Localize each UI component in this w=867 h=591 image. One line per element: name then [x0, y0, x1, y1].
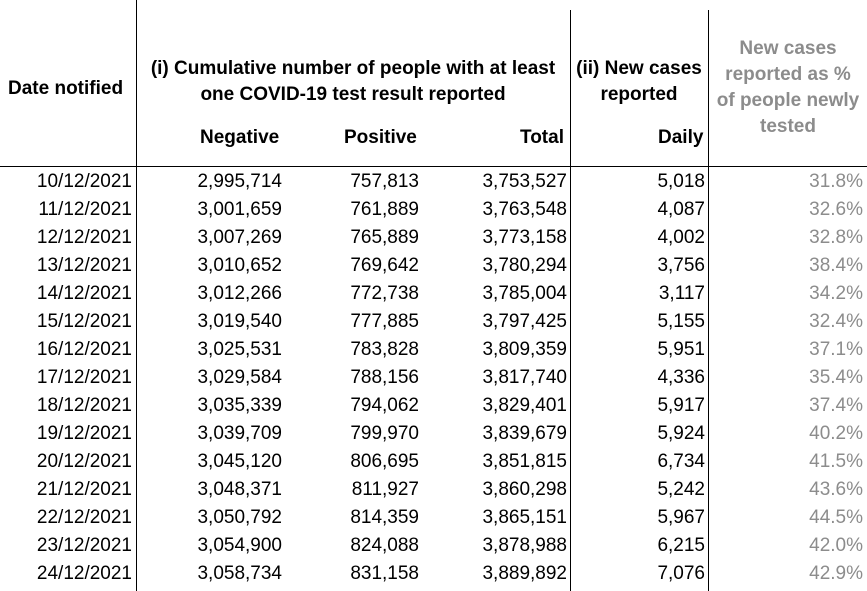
- table-row: [0, 280, 867, 308]
- cell-pct: 42.0%: [809, 535, 863, 556]
- cell-pct: 31.8%: [809, 171, 863, 192]
- header-pct-line4: tested: [760, 116, 816, 137]
- table-row: [0, 336, 867, 364]
- cell-pct: 41.5%: [809, 451, 863, 472]
- table-row: [0, 532, 867, 560]
- cell-negative: 3,025,531: [197, 339, 282, 360]
- cell-total: 3,865,151: [482, 507, 567, 528]
- cell-total: 3,889,892: [482, 563, 567, 584]
- header-pct-line1: New cases: [739, 38, 837, 59]
- header-pct-new-cases: [709, 36, 867, 140]
- table-row: [0, 308, 867, 336]
- cell-daily: 4,087: [657, 199, 705, 220]
- cell-daily: 6,215: [657, 535, 705, 556]
- cell-positive: 831,158: [350, 563, 419, 584]
- cell-positive: 757,813: [350, 171, 419, 192]
- cell-total: 3,763,548: [482, 199, 567, 220]
- cell-negative: 3,039,709: [197, 423, 282, 444]
- cell-negative: 2,995,714: [197, 171, 282, 192]
- cell-negative: 3,045,120: [197, 451, 282, 472]
- table-row: [0, 448, 867, 476]
- table-body: [0, 168, 867, 588]
- cell-date: 21/12/2021: [36, 479, 132, 500]
- cell-date: 24/12/2021: [36, 563, 132, 584]
- cell-pct: 38.4%: [809, 255, 863, 276]
- cell-daily: 5,967: [657, 507, 705, 528]
- cell-total: 3,780,294: [482, 255, 567, 276]
- cell-pct: 35.4%: [809, 367, 863, 388]
- table-row: [0, 252, 867, 280]
- cell-daily: 5,018: [657, 171, 705, 192]
- cell-negative: 3,048,371: [197, 479, 282, 500]
- cell-pct: 37.1%: [809, 339, 863, 360]
- table-row: [0, 420, 867, 448]
- cell-total: 3,753,527: [482, 171, 567, 192]
- cell-negative: 3,058,734: [197, 563, 282, 584]
- cell-date: 15/12/2021: [36, 311, 132, 332]
- cell-daily: 5,924: [657, 423, 705, 444]
- header-new-cases-line2: reported: [600, 84, 678, 105]
- header-positive: Positive: [344, 127, 417, 148]
- cell-date: 17/12/2021: [36, 367, 132, 388]
- header-date-notified: Date notified: [8, 78, 124, 99]
- cell-date: 12/12/2021: [36, 227, 132, 248]
- cell-total: 3,809,359: [482, 339, 567, 360]
- cell-daily: 5,951: [657, 339, 705, 360]
- cell-daily: 3,117: [658, 283, 705, 304]
- cell-total: 3,878,988: [482, 535, 567, 556]
- header-negative: Negative: [200, 127, 280, 148]
- cell-date: 10/12/2021: [36, 171, 132, 192]
- cell-daily: 4,336: [657, 367, 705, 388]
- cell-pct: 34.2%: [809, 283, 863, 304]
- cell-positive: 761,889: [350, 199, 419, 220]
- cell-daily: 3,756: [657, 255, 705, 276]
- table-row: [0, 364, 867, 392]
- cell-daily: 5,155: [657, 311, 705, 332]
- table-row: [0, 392, 867, 420]
- cell-pct: 44.5%: [809, 507, 863, 528]
- cell-positive: 799,970: [350, 423, 419, 444]
- cell-pct: 32.4%: [809, 311, 863, 332]
- cell-pct: 42.9%: [809, 563, 863, 584]
- table-row: [0, 196, 867, 224]
- cell-total: 3,817,740: [482, 367, 567, 388]
- cell-positive: 811,927: [351, 479, 419, 500]
- cell-positive: 814,359: [350, 507, 419, 528]
- cell-daily: 7,076: [657, 563, 705, 584]
- header-cumulative-line2: one COVID-19 test result reported: [200, 84, 506, 105]
- cell-total: 3,773,158: [482, 227, 567, 248]
- cell-daily: 6,734: [657, 451, 705, 472]
- header-new-cases-line1: (ii) New cases: [576, 58, 702, 79]
- cell-positive: 788,156: [350, 367, 419, 388]
- cell-negative: 3,054,900: [197, 535, 282, 556]
- header-new-cases-group: [571, 56, 707, 108]
- header-pct-line2: reported as %: [725, 64, 851, 85]
- cell-total: 3,839,679: [482, 423, 567, 444]
- cell-date: 23/12/2021: [36, 535, 132, 556]
- cell-negative: 3,012,266: [197, 283, 282, 304]
- header-bottom-rule: [0, 166, 867, 167]
- header-total: Total: [520, 127, 564, 148]
- cell-date: 14/12/2021: [36, 283, 132, 304]
- header-pct-line3: of people newly: [716, 90, 860, 111]
- cell-date: 22/12/2021: [36, 507, 132, 528]
- cell-negative: 3,010,652: [197, 255, 282, 276]
- cell-negative: 3,029,584: [197, 367, 282, 388]
- table-row: [0, 476, 867, 504]
- table-row: [0, 504, 867, 532]
- cell-pct: 37.4%: [809, 395, 863, 416]
- cell-positive: 794,062: [350, 395, 419, 416]
- cell-total: 3,785,004: [482, 283, 567, 304]
- cell-positive: 772,738: [350, 283, 419, 304]
- cell-pct: 32.6%: [809, 199, 863, 220]
- table-row: [0, 168, 867, 196]
- header-cumulative-group: [138, 56, 568, 108]
- table-row: [0, 224, 867, 252]
- cell-total: 3,851,815: [482, 451, 567, 472]
- header-cumulative-line1: (i) Cumulative number of people with at least: [150, 58, 556, 79]
- cell-pct: 43.6%: [809, 479, 863, 500]
- cell-pct: 40.2%: [809, 423, 863, 444]
- cell-date: 13/12/2021: [36, 255, 132, 276]
- cell-date: 11/12/2021: [38, 199, 132, 220]
- cell-total: 3,797,425: [482, 311, 567, 332]
- cell-date: 16/12/2021: [36, 339, 132, 360]
- cell-date: 18/12/2021: [36, 395, 132, 416]
- cell-daily: 5,242: [657, 479, 705, 500]
- cell-positive: 806,695: [350, 451, 419, 472]
- cell-negative: 3,001,659: [197, 199, 282, 220]
- table-row: [0, 560, 867, 588]
- cell-positive: 769,642: [350, 255, 419, 276]
- cell-daily: 4,002: [657, 227, 705, 248]
- cell-positive: 765,889: [350, 227, 419, 248]
- cell-date: 20/12/2021: [36, 451, 132, 472]
- cell-date: 19/12/2021: [36, 423, 132, 444]
- cell-total: 3,860,298: [482, 479, 567, 500]
- cell-negative: 3,035,339: [197, 395, 282, 416]
- cell-positive: 783,828: [350, 339, 419, 360]
- cell-positive: 777,885: [350, 311, 419, 332]
- header-daily: Daily: [658, 127, 704, 148]
- cell-negative: 3,007,269: [197, 227, 282, 248]
- cell-pct: 32.8%: [809, 227, 863, 248]
- cell-total: 3,829,401: [482, 395, 567, 416]
- cell-positive: 824,088: [350, 535, 419, 556]
- cell-daily: 5,917: [657, 395, 705, 416]
- cell-negative: 3,019,540: [197, 311, 282, 332]
- cell-negative: 3,050,792: [197, 507, 282, 528]
